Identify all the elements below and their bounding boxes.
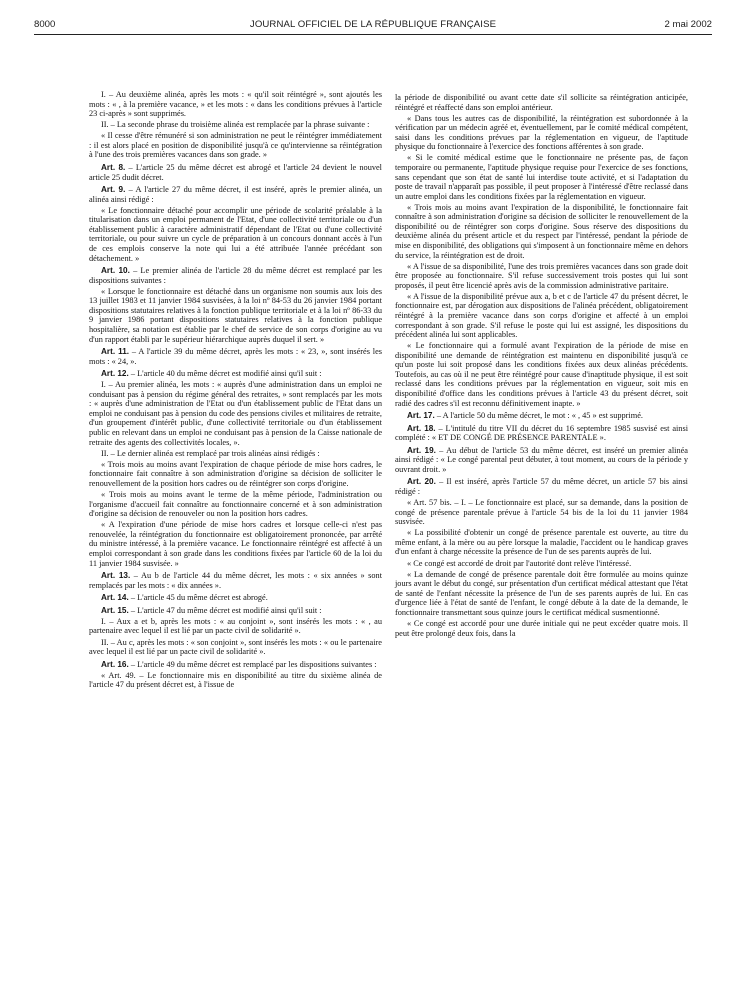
paragraph-text: I. – Au premier alinéa, les mots : « auprès d'une administration dans un emploi ne conduisant pas à pension du régime général des retraites, » sont remplacés par les mots : « auprès d'une administration de l'Etat ou d'un établissement public de l'Etat dans un emploi ne conduisant pas à pension du code des pensions civiles et militaires de retraite, d'un groupement d'intérêt public, d'une collectivité territoriale ou d'un établissement public en relevant dans un emploi ne conduisant pas à pension de la Caisse nationale de retraite des agents des collectivités locales, ». (89, 380, 382, 447)
paragraph-text: « Ce congé est accordé pour une durée initiale qui ne peut excéder quatre mois. Il peut être prolongé deux fois, dans la (395, 618, 688, 638)
page-header (34, 16, 712, 35)
paragraph-text: – A l'article 27 du même décret, il est inséré, après le premier alinéa, un alinéa ainsi rédigé : (89, 185, 382, 204)
paragraph (89, 520, 382, 568)
paragraph-text: « La demande de congé de présence parentale doit être formulée au moins quinze jours avant le début du congé, sur présentation d'un certificat médical attestant que l'état de santé de l'enfant nécessite la présence de l'un de ses parents auprès de lui. En cas d'urgence liée à l'état de santé de l'enfant, le congé débute à la date de la demande, le fonctionnaire transmettant sous quinze jours le certificat médical susmentionné. (395, 569, 688, 617)
paragraph-text: « Trois mois au moins avant le terme de la même période, l'administration ou l'organisme d'accueil fait connaître au fonctionnaire concerné et à son administration d'origine sa décision de renouveler ou non la position hors cadres. (89, 490, 382, 519)
article-paragraph (395, 411, 688, 421)
paragraph-text: – L'article 40 du même décret est modifié ainsi qu'il suit : (128, 369, 322, 379)
paragraph (395, 153, 688, 201)
article-label: Art. 17. (407, 411, 435, 421)
issue-date: 2 mai 2002 (664, 19, 712, 30)
paragraph-text: « Si le comité médical estime que le fonctionnaire ne présente pas, de façon temporaire ou permanente, l'aptitude physique requise pour l'exercice de ses fonctions, sans cependant que son état de santé lui interdise toute activité, et si l'adaptation du poste de travail n'apparaît pas possible, il peut proposer à l'intéressé d'être reclassé dans un autre emploi dans les conditions fixées par la réglementation en vigueur. (395, 153, 688, 201)
paragraph-text: – L'article 45 du même décret est abrogé. (128, 593, 268, 603)
paragraph-text: « A l'expiration d'une période de mise hors cadres et lorsque celle-ci n'est pas renouvelée, la réintégration du fonctionnaire est obligatoirement prononcée, par arrêté du ministre intéressé, à la première vacance. Le fonctionnaire réintégré est affecté à un emploi correspondant à son grade dans les conditions fixées par l'article 60 de la loi du 11 janvier 1984 susvisée. » (89, 520, 382, 568)
article-label: Art. 8. (101, 163, 126, 173)
article-label: Art. 11. (101, 347, 130, 357)
paragraph-text: – A l'article 39 du même décret, après les mots : « 23, », sont insérés les mots : « 24, ». (89, 347, 382, 366)
paragraph (89, 90, 382, 119)
paragraph-text: la période de disponibilité ou avant cette date s'il sollicite sa réintégration anticipée, réintégré et réaffecté dans son emploi antérieur. (395, 93, 688, 112)
article-label: Art. 19. (407, 445, 436, 455)
article-label: Art. 10. (101, 266, 130, 276)
article-paragraph (395, 424, 688, 443)
paragraph-text: « A l'issue de la disponibilité prévue aux a, b et c de l'article 47 du présent décret, le fonctionnaire est, par dérogation aux dispositions de l'alinéa précédent, obligatoirement réintégré à la première vacance dans son corps d'origine et affecté à un emploi correspondant à son grade. S'il refuse le poste qui lui est assigné, les dispositions du précédent alinéa lui sont applicables. (395, 291, 688, 340)
paragraph-text: – L'intitulé du titre VII du décret du 16 septembre 1985 susvisé est ainsi complété : « ET DE CONGÉ DE PRÉSENCE PARENTALE ». (395, 423, 688, 443)
paragraph-text: – L'article 25 du même décret est abrogé et l'article 24 devient le nouvel article 25 dudit décret. (89, 163, 382, 182)
paragraph-text: I. – Au deuxième alinéa, après les mots : « qu'il soit réintégré », sont ajoutés les mots : « , à la première vacance, » et les mots : « dans les conditions prévues à l'article 23 ci-après » sont supprimés. (89, 90, 382, 119)
paragraph-text: I. – Aux a et b, après les mots : « au conjoint », sont insérés les mots : « , au partenaire avec lequel il est lié par un pacte civil de solidarité ». (89, 616, 382, 636)
paragraph (89, 131, 382, 160)
paragraph-text: « Trois mois au moins avant l'expiration de la disponibilité, le fonctionnaire fait connaître à son administration d'origine sa décision de solliciter le renouvellement de la disponibilité ou de réintégrer son corps d'origine. Sous réserve des dispositions du deuxième alinéa du présent article et du respect par l'intéressé, pendant la période de mise en disponibilité, des obligations qui s'imposent à un fonctionnaire même en dehors du service, la réintégration est de droit. (395, 202, 688, 260)
paragraph (395, 498, 688, 527)
paragraph-text: « Il cesse d'être rémunéré si son administration ne peut le réintégrer immédiatement : il est alors placé en position de disponibilité jusqu'à ce qu'intervienne sa réintégration à l'une des trois premières vacances dans son grade. » (89, 131, 382, 160)
paragraph (89, 671, 382, 690)
paragraph-text: – Le premier alinéa de l'article 28 du même décret est remplacé par les dispositions suivantes : (89, 266, 382, 285)
paragraph (89, 287, 382, 344)
paragraph-text: – Au b de l'article 44 du même décret, les mots : « six années » sont remplacés par les mots : « dix années ». (89, 571, 383, 590)
article-paragraph (89, 266, 382, 285)
paragraph (89, 460, 382, 489)
paragraph (89, 490, 382, 519)
article-paragraph (89, 163, 382, 182)
left-column (89, 90, 382, 691)
paragraph-text: – L'article 49 du même décret est remplacé par les dispositions suivantes : (128, 659, 377, 669)
article-paragraph (395, 477, 688, 496)
paragraph (89, 120, 382, 130)
paragraph (395, 528, 688, 557)
article-paragraph (89, 660, 382, 670)
paragraph-text: II. – Au c, après les mots : « son conjoint », sont insérés les mots : « ou le partenaire avec lequel il est lié par un pacte civil de solidarité ». (89, 637, 382, 657)
paragraph-text: « La possibilité d'obtenir un congé de présence parentale est ouverte, au titre du même enfant, à la mère ou au père lorsque la maladie, l'accident ou le handicap graves d'un enfant à charge nécessite la présence de l'un de ses parents auprès de lui. (395, 528, 688, 557)
article-paragraph (89, 369, 382, 379)
paragraph-text: « A l'issue de sa disponibilité, l'une des trois premières vacances dans son grade doit être proposée au fonctionnaire. S'il refuse successivement trois postes qui lui sont proposés, il peut être licencié après avis de la commission administrative paritaire. (395, 261, 688, 290)
paragraph-text: « Art. 57 bis. – I. – Le fonctionnaire est placé, sur sa demande, dans la position de congé de présence parentale prévue à l'article 54 bis de la loi du 11 janvier 1984 susvisée. (395, 498, 688, 527)
paragraph (395, 262, 688, 291)
paragraph-text: – A l'article 50 du même décret, le mot : « , 45 » est supprimé. (434, 411, 643, 421)
paragraph-text: « Ce congé est accordé de droit par l'autorité dont relève l'intéressé. (407, 558, 632, 568)
article-label: Art. 15. (101, 605, 129, 615)
article-label: Art. 18. (407, 423, 436, 433)
paragraph (89, 449, 382, 459)
article-paragraph (89, 593, 382, 603)
paragraph-text: « Dans tous les autres cas de disponibilité, la réintégration est subordonnée à la vérification par un médecin agréé et, éventuellement, par le comité médical compétent, saisi dans les conditions prévues par la réglementation en vigueur, de l'aptitude physique du fonctionnaire à l'exercice des fonctions afférentes à son grade. (395, 113, 688, 152)
paragraph-text: – Il est inséré, après l'article 57 du même décret, un article 57 bis ainsi rédigé : (395, 477, 688, 496)
paragraph (395, 114, 688, 152)
paragraph-text: II. – Le dernier alinéa est remplacé par trois alinéas ainsi rédigés : (101, 448, 320, 458)
paragraph (89, 617, 382, 636)
paragraph (395, 570, 688, 618)
paragraph (89, 638, 382, 657)
article-label: Art. 9. (101, 185, 126, 195)
article-label: Art. 20. (407, 477, 436, 487)
article-label: Art. 14. (101, 593, 129, 603)
article-paragraph (89, 347, 382, 366)
article-paragraph (89, 606, 382, 616)
paragraph (395, 619, 688, 638)
paragraph-text: « Le fonctionnaire qui a formulé avant l'expiration de la période de mise en disponibilité une demande de réintégration est maintenu en disponibilité jusqu'à ce qu'un poste lui soit proposé dans les conditions fixées aux deux alinéas précédents. Toutefois, au cas où il ne peut être réintégré pour cause d'inaptitude physique, il est soit reclassé dans les conditions prévues par la réglementation en vigueur, soit mis en disponibilité d'office dans les conditions prévues à l'article 43 du présent décret, soit radié des cadres s'il est reconnu définitivement inapte. » (395, 341, 688, 408)
paragraph (395, 292, 688, 340)
paragraph (395, 559, 688, 569)
paragraph (89, 206, 382, 263)
journal-title: JOURNAL OFFICIEL DE LA RÉPUBLIQUE FRANÇAISE (249, 19, 497, 30)
article-label: Art. 12. (101, 369, 129, 379)
paragraph (395, 93, 688, 112)
paragraph-text: – L'article 47 du même décret est modifié ainsi qu'il suit : (128, 605, 322, 615)
paragraph-text: II. – La seconde phrase du troisième alinéa est remplacée par la phrase suivante : (101, 120, 370, 130)
paragraph-text: « Le fonctionnaire détaché pour accomplir une période de scolarité préalable à la titularisation dans un emploi permanent de l'Etat, d'une collectivité territoriale ou d'un établissement public à caractère administratif dépendant de l'Etat ou d'une collectivité territoriale, ou pour suivre un cycle de préparation à un concours donnant accès à l'un de ces emplois conserve la note qui lui a été attribuée l'année précédant son détachement. » (89, 205, 382, 263)
paragraph-text: – Au début de l'article 53 du même décret, est inséré un premier alinéa ainsi rédigé : « Le congé parental peut débuter, à tout moment, au cours de la période y ouvrant droit. » (395, 445, 688, 474)
article-paragraph (89, 185, 382, 204)
paragraph-text: « Trois mois au moins avant l'expiration de chaque période de mise hors cadres, le fonctionnaire fait connaître à son administration d'origine sa décision de solliciter le renouvellement de la position hors cadres ou de réintégrer son corps d'origine. (89, 459, 382, 488)
paragraph (89, 380, 382, 447)
article-paragraph (89, 571, 382, 590)
paragraph (395, 341, 688, 408)
article-paragraph (395, 446, 688, 475)
paragraph-text: « Art. 49. – Le fonctionnaire mis en disponibilité au titre du sixième alinéa de l'article 47 du présent décret est, à l'issue de (89, 670, 382, 690)
paragraph (395, 203, 688, 260)
paragraph-text: « Lorsque le fonctionnaire est détaché dans un organisme non soumis aux lois des 13 juillet 1983 et 11 janvier 1984 susvisées, à la loi nº 84-53 du 26 janvier 1984 portant dispositions statutaires relatives à la fonction publique territoriale et à la loi nº 86-33 du 9 janvier 1986 portant dispositions statutaires relatives à la fonction publique hospitalière, sa notation est établie par le chef de service de son corps d'origine au vu d'un rapport établi par le supérieur hiérarchique auprès duquel il sert. » (89, 286, 382, 344)
right-column (395, 93, 688, 640)
page-number: 8000 (34, 19, 56, 30)
article-label: Art. 16. (101, 659, 129, 669)
article-label: Art. 13. (101, 571, 131, 581)
